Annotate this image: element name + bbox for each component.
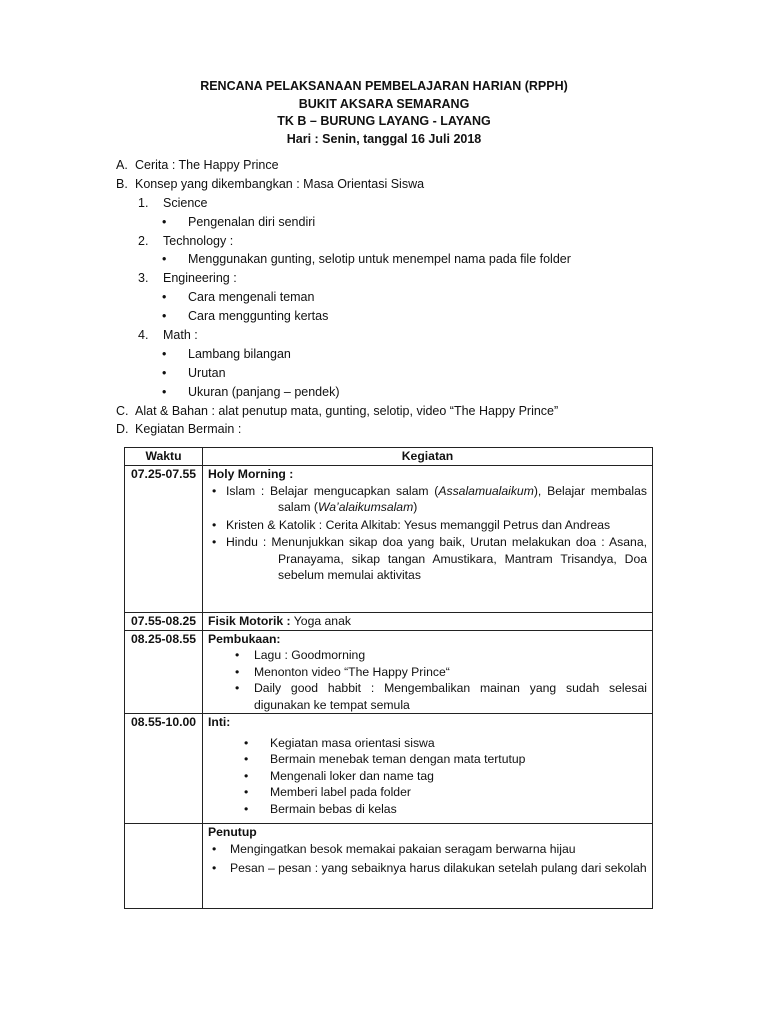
bullet-icon: •	[244, 768, 249, 783]
table-row	[125, 824, 653, 909]
list-item	[208, 647, 647, 664]
list-item	[208, 768, 647, 785]
outline-item-d	[116, 420, 676, 439]
bullet-item	[116, 213, 676, 232]
concept-text: Konsep yang dikembangkan : Masa Orientasi Siswa	[135, 176, 425, 191]
schedule-table	[124, 447, 653, 909]
header-school: BUKIT AKSARA SEMARANG	[298, 96, 470, 111]
table-row	[125, 714, 653, 824]
time-cell	[125, 824, 203, 909]
header-title: RENCANA PELAKSANAAN PEMBELAJARAN HARIAN (RPPH)	[200, 79, 568, 93]
table-row	[125, 630, 653, 714]
section-text: Yoga anak	[290, 614, 351, 628]
item-text: Mengenali loker dan name tag	[270, 768, 434, 783]
numbered-item	[116, 194, 676, 213]
bullet-icon: •	[244, 801, 249, 816]
header-date: Hari : Senin, tanggal 16 Juli 2018	[286, 131, 482, 146]
outline-label: C.	[116, 403, 129, 418]
bullet-icon: •	[162, 365, 167, 380]
time-cell: 08.55-10.00	[125, 714, 203, 824]
item-text: Mengingatkan besok memakai pakaian seragam berwarna hijau	[230, 841, 576, 856]
bullet-item	[116, 307, 676, 326]
item-text: Bermain menebak teman dengan mata tertutup	[270, 752, 526, 766]
outline-item-b	[116, 175, 676, 194]
bullet-icon: •	[162, 214, 167, 229]
table-row	[125, 466, 653, 613]
activity-cell	[203, 824, 653, 909]
activities-heading: Kegiatan Bermain :	[135, 422, 242, 437]
bullet-icon: •	[235, 664, 240, 679]
text-part: ), Belajar membalas salam (	[278, 483, 647, 514]
numbered-item	[116, 326, 676, 345]
bullet-text: Cara menggunting kertas	[188, 309, 329, 324]
header-class: TK B – BURUNG LAYANG - LAYANG	[277, 114, 491, 128]
bullet-text: Cara mengenali teman	[188, 290, 315, 305]
header-time: Waktu	[125, 448, 203, 466]
item-number: 4.	[138, 328, 149, 343]
list-item	[208, 534, 647, 584]
bullet-icon: •	[212, 517, 217, 532]
italic-term: Wa’alaikumsalam	[317, 500, 414, 514]
table-row	[125, 613, 653, 631]
item-text: Pesan – pesan : yang sebaiknya harus dilakukan setelah pulang dari sekolah	[230, 861, 647, 875]
outline-item-a	[116, 156, 676, 175]
item-number: 1.	[138, 195, 149, 210]
kristen-text: Kristen & Katolik : Cerita Alkitab: Yesus memanggil Petrus dan Andreas	[226, 517, 611, 532]
header-activity: Kegiatan	[203, 448, 653, 466]
item-title: Engineering :	[163, 271, 237, 286]
outline-item-c	[116, 402, 676, 421]
numbered-item	[116, 269, 676, 288]
list-item	[208, 784, 647, 801]
item-text: Kegiatan masa orientasi siswa	[270, 735, 435, 750]
bullet-icon: •	[212, 861, 217, 875]
list-item	[208, 751, 647, 768]
lesson-outline	[116, 156, 676, 439]
section-title: Holy Morning :	[208, 467, 294, 481]
bullet-icon: •	[162, 346, 167, 361]
text-part: Islam : Belajar mengucapkan salam (	[226, 483, 439, 498]
materials-text: Alat & Bahan : alat penutup mata, gunting, selotip, video “The Happy Prince”	[135, 403, 559, 418]
item-text: Memberi label pada folder	[270, 785, 411, 799]
bullet-icon: •	[162, 252, 167, 267]
item-text: Bermain bebas di kelas	[270, 801, 397, 816]
story-text: Cerita : The Happy Prince	[135, 158, 279, 172]
activity-cell	[203, 630, 653, 714]
document-header	[0, 78, 768, 148]
bullet-text: Menggunakan gunting, selotip untuk menempel nama pada file folder	[188, 252, 571, 267]
item-title: Science	[163, 195, 208, 210]
item-title: Math :	[163, 328, 198, 343]
time-cell: 08.25-08.55	[125, 630, 203, 714]
outline-label: B.	[116, 176, 128, 191]
bullet-icon: •	[244, 785, 249, 799]
list-item	[208, 859, 647, 878]
bullet-icon: •	[162, 384, 167, 399]
hindu-text: Hindu : Menunjukkan sikap doa yang baik, Urutan melakukan doa : Asana, Pranayama, sikap tangan Amustikara, Mantram Trisandya, Doa sebelum memulai aktivitas	[226, 535, 647, 582]
section-title: Inti:	[208, 715, 231, 729]
bullet-icon: •	[212, 535, 217, 549]
activity-cell	[203, 714, 653, 824]
bullet-icon: •	[244, 735, 249, 750]
item-text: Daily good habbit : Mengembalikan mainan yang sudah selesai digunakan ke tempat semula	[254, 681, 647, 712]
section-title: Fisik Motorik :	[208, 614, 291, 628]
list-item	[208, 517, 647, 534]
islam-text	[226, 483, 647, 516]
table-header-row	[125, 448, 653, 466]
bullet-text: Pengenalan diri sendiri	[188, 214, 316, 229]
item-number: 2.	[138, 233, 149, 248]
bullet-text: Lambang bilangan	[188, 346, 291, 361]
item-text: Lagu : Goodmorning	[254, 648, 366, 662]
italic-term: Assalamualaikum	[438, 483, 534, 498]
list-item	[208, 801, 647, 818]
bullet-text: Urutan	[188, 365, 226, 380]
activity-cell	[203, 466, 653, 613]
text-part: )	[413, 500, 418, 514]
time-cell: 07.55-08.25	[125, 613, 203, 631]
bullet-item	[116, 383, 676, 402]
outline-label: D.	[116, 422, 129, 437]
activity-cell	[203, 613, 653, 631]
bullet-icon: •	[162, 290, 167, 305]
list-item	[208, 664, 647, 681]
numbered-item	[116, 232, 676, 251]
bullet-text: Ukuran (panjang – pendek)	[188, 384, 340, 399]
bullet-item	[116, 364, 676, 383]
list-item	[208, 735, 647, 752]
section-title: Pembukaan:	[208, 631, 281, 646]
bullet-item	[116, 250, 676, 269]
item-number: 3.	[138, 271, 149, 286]
list-item	[208, 680, 647, 713]
bullet-icon: •	[212, 841, 217, 856]
bullet-icon: •	[235, 648, 240, 662]
item-title: Technology :	[163, 233, 234, 248]
bullet-icon: •	[244, 752, 249, 766]
outline-label: A.	[116, 158, 128, 172]
list-item	[208, 483, 647, 516]
bullet-item	[116, 288, 676, 307]
bullet-icon: •	[162, 309, 167, 324]
bullet-item	[116, 345, 676, 364]
bullet-icon: •	[235, 681, 240, 695]
section-title: Penutup	[208, 825, 257, 839]
list-item	[208, 841, 647, 858]
bullet-icon: •	[212, 483, 217, 498]
time-cell: 07.25-07.55	[125, 466, 203, 613]
item-text: Menonton video “The Happy Prince“	[254, 664, 450, 679]
